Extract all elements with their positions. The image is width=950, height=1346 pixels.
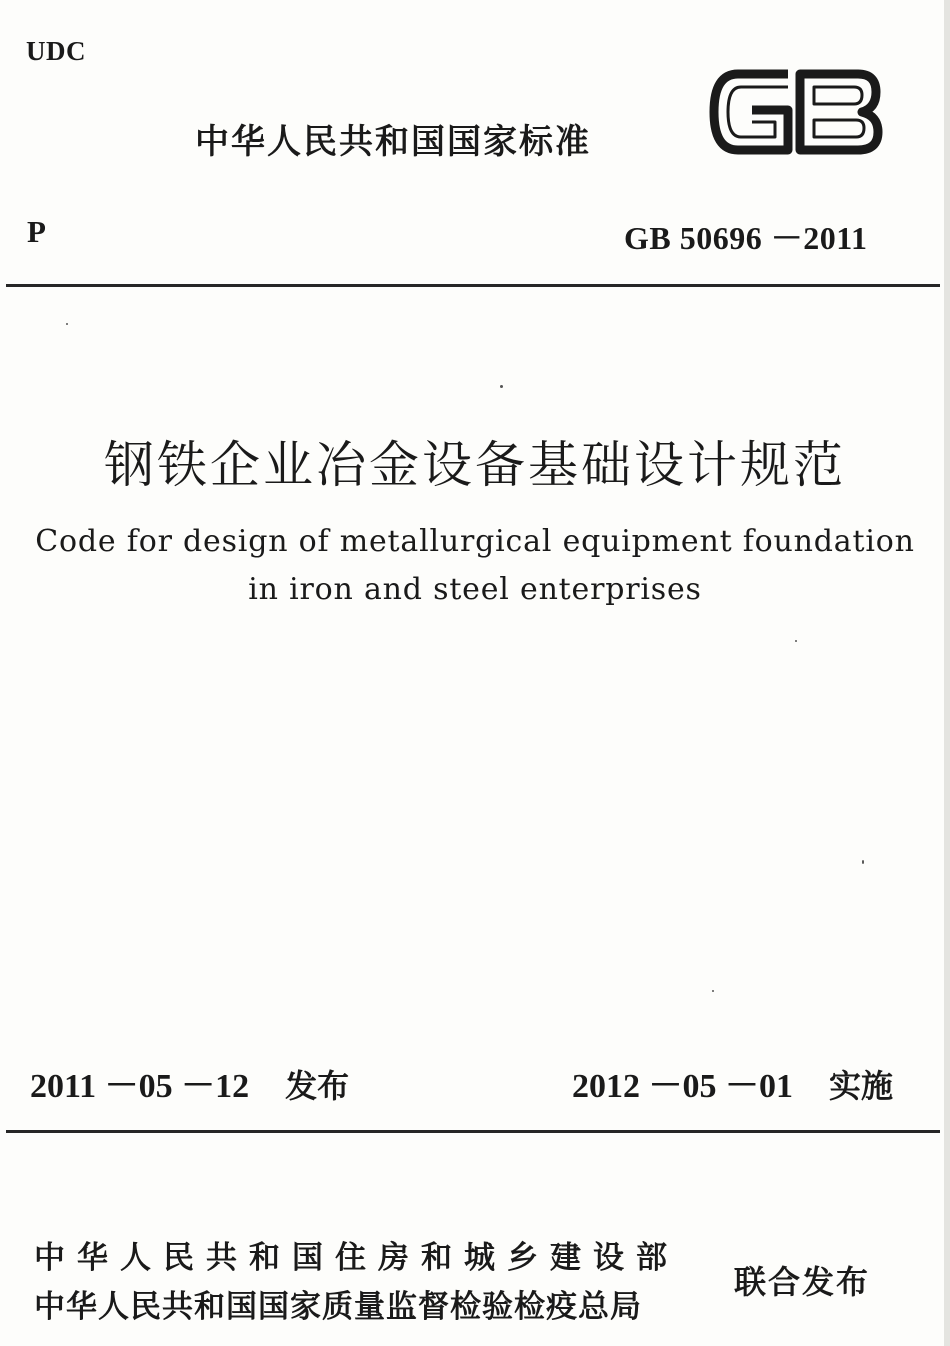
title-chinese: 钢铁企业冶金设备基础设计规范 [104, 436, 846, 494]
implement-date-block [572, 1058, 893, 1107]
scan-speck [712, 990, 714, 992]
scan-speck [795, 640, 797, 642]
gb-logo-icon [708, 64, 883, 160]
page-edge-shadow [944, 0, 950, 1346]
scan-speck [66, 323, 68, 325]
national-standard-title: 中华人民共和国国家标准 [195, 122, 591, 162]
title-english-line-2: in iron and steel enterprises [248, 572, 702, 607]
footer-divider [6, 1130, 940, 1133]
standard-code: GB 50696 －2011 [624, 220, 868, 256]
implement-label: 实施 [829, 1067, 894, 1105]
classification-letter: P [27, 214, 46, 249]
title-english [0, 518, 950, 614]
implement-date: 2012 －05 －01 [572, 1068, 793, 1105]
publisher-ministry: 中华人民共和国住房和城乡建设部 [34, 1240, 679, 1276]
scan-speck [862, 860, 864, 864]
issue-date-block [30, 1058, 349, 1107]
header-divider [6, 284, 940, 287]
publisher-aqsiq: 中华人民共和国国家质量监督检验检疫总局 [34, 1289, 642, 1325]
issue-label: 发布 [285, 1067, 350, 1105]
joint-release-label: 联合发布 [734, 1263, 871, 1301]
scan-speck [500, 385, 503, 388]
udc-label: UDC [26, 36, 86, 66]
issue-date: 2011 －05 －12 [30, 1068, 250, 1105]
title-english-line-1: Code for design of metallurgical equipment foundation [35, 524, 915, 559]
